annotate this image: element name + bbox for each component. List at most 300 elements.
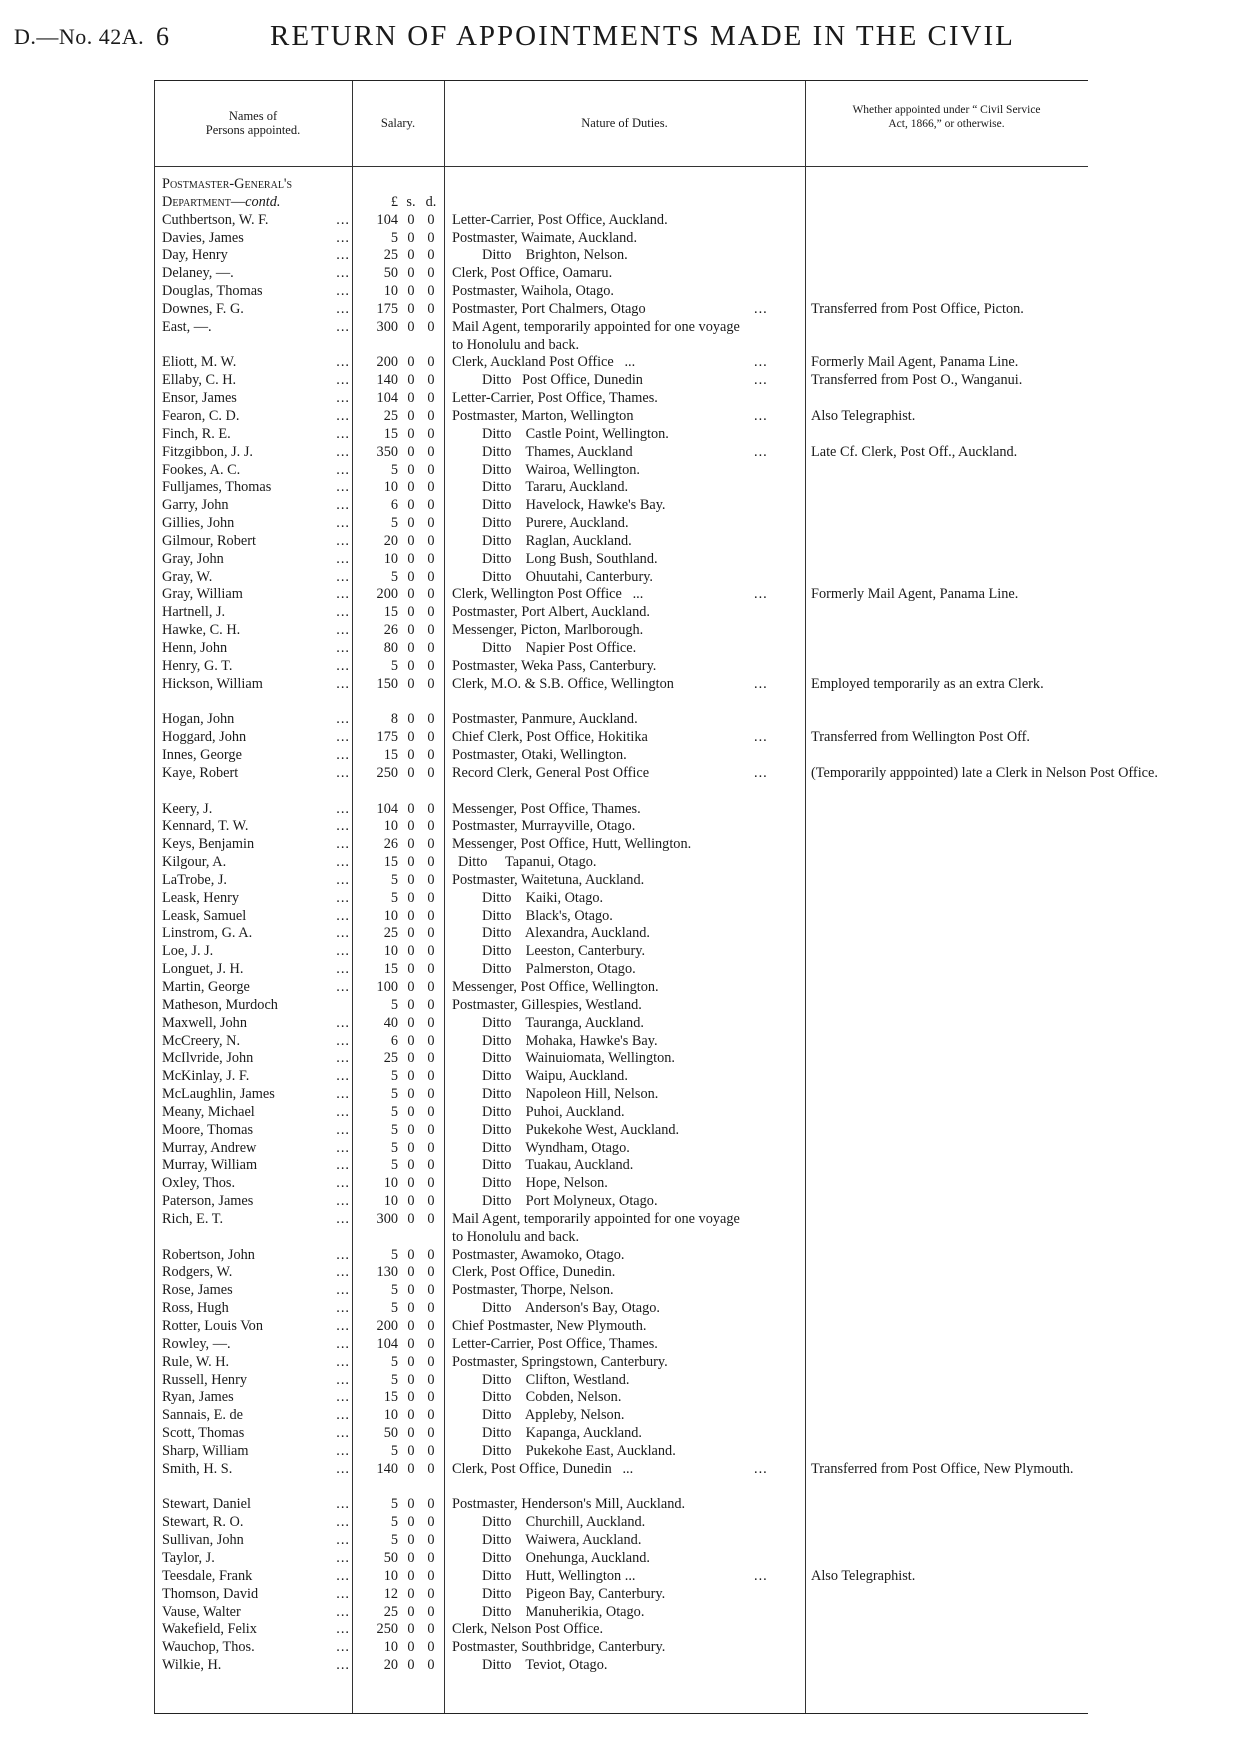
leader-dots: ...: [336, 265, 350, 282]
salary-pence: 0: [427, 247, 435, 264]
duties-leader-dots: ...: [754, 354, 768, 371]
salary-shillings: 0: [407, 443, 415, 460]
duties-leader-dots: ...: [754, 586, 768, 603]
salary-shillings: 0: [407, 1549, 415, 1566]
shillings-symbol: s.: [406, 193, 416, 210]
leader-dots: ...: [336, 1068, 350, 1085]
duties-text: Ditto Waiwera, Auckland.: [482, 1532, 642, 1549]
salary-shillings: 0: [407, 390, 415, 407]
person-name: Hickson, William: [162, 675, 263, 692]
salary-pence: 0: [427, 425, 435, 442]
person-name: Rowley, —.: [162, 1335, 231, 1352]
leader-dots: ...: [336, 1014, 350, 1031]
duties-text: Clerk, Post Office, Dunedin.: [452, 1264, 616, 1281]
salary-shillings: 0: [407, 978, 415, 995]
salary-pence: 0: [427, 1460, 435, 1477]
leader-dots: ...: [336, 283, 350, 300]
duties-text: Ditto Tararu, Auckland.: [482, 479, 629, 496]
salary-pence: 0: [427, 497, 435, 514]
salary-shillings: 0: [407, 407, 415, 424]
table-row: [154, 408, 1088, 426]
duties-text: Ditto Churchill, Auckland.: [482, 1514, 646, 1531]
table-row: [154, 1157, 1088, 1175]
person-name: Downes, F. G.: [162, 300, 244, 317]
salary-pounds: 140: [376, 372, 398, 389]
leader-dots: ...: [336, 818, 350, 835]
salary-shillings: 0: [407, 300, 415, 317]
duties-text: Clerk, M.O. & S.B. Office, Wellington: [452, 675, 674, 692]
duties-text: Ditto Alexandra, Auckland.: [482, 925, 650, 942]
person-name: Stewart, Daniel: [162, 1496, 251, 1513]
salary-shillings: 0: [407, 889, 415, 906]
salary-pence: 0: [427, 461, 435, 478]
salary-pounds: 150: [376, 675, 398, 692]
leader-dots: ...: [336, 1425, 350, 1442]
salary-shillings: 0: [407, 1496, 415, 1513]
table-row: [154, 1639, 1088, 1657]
salary-shillings: 0: [407, 1603, 415, 1620]
table-row: [154, 1300, 1088, 1318]
table-row: [154, 1372, 1088, 1390]
duties-text: Clerk, Post Office, Dunedin ...: [452, 1460, 634, 1477]
salary-pounds: 6: [390, 497, 398, 514]
duties-text: Mail Agent, temporarily appointed for one voyage to Honolulu and back.: [452, 318, 744, 353]
salary-pounds: 5: [390, 1353, 398, 1370]
salary-pounds: 5: [390, 1300, 398, 1317]
leader-dots: ...: [336, 1246, 350, 1263]
salary-shillings: 0: [407, 961, 415, 978]
salary-pence: 0: [427, 1585, 435, 1602]
pence-symbol: d.: [425, 193, 437, 210]
person-name: Maxwell, John: [162, 1014, 247, 1031]
leader-dots: ...: [336, 800, 350, 817]
salary-pounds: 5: [390, 1068, 398, 1085]
duties-text: Clerk, Nelson Post Office.: [452, 1621, 604, 1638]
salary-shillings: 0: [407, 550, 415, 567]
duties-text: Postmaster, Gillespies, Westland.: [452, 996, 642, 1013]
leader-dots: ...: [336, 1532, 350, 1549]
person-name: Innes, George: [162, 747, 242, 763]
table-row: [154, 354, 1088, 372]
person-name: Meany, Michael: [162, 1103, 255, 1120]
salary-pence: 0: [427, 1193, 435, 1210]
table-row: [154, 1461, 1088, 1497]
salary-pence: 0: [427, 1657, 435, 1674]
salary-pounds: 15: [383, 747, 398, 763]
salary-pounds: 200: [376, 1318, 398, 1334]
person-name: Rotter, Louis Von: [162, 1318, 263, 1334]
table-row: [154, 551, 1088, 569]
salary-pounds: 26: [383, 836, 398, 853]
remarks-text: Also Telegraphist.: [811, 1567, 916, 1584]
duties-text: Ditto Kaiki, Otago.: [482, 889, 604, 906]
person-name: Ellaby, C. H.: [162, 372, 237, 389]
remarks-text: Employed temporarily as an extra Clerk.: [811, 675, 1044, 692]
salary-pounds: 15: [383, 604, 398, 621]
salary-shillings: 0: [407, 925, 415, 942]
leader-dots: ...: [336, 211, 350, 228]
table-row: [154, 515, 1088, 533]
table-row: [154, 301, 1088, 319]
salary-pence: 0: [427, 211, 435, 228]
person-name: Fookes, A. C.: [162, 461, 241, 478]
table-row: [154, 658, 1088, 676]
person-name: Delaney, —.: [162, 265, 234, 282]
person-name: Murray, William: [162, 1157, 258, 1174]
table-row: [154, 622, 1088, 640]
salary-pence: 0: [427, 265, 435, 282]
salary-pounds: 5: [390, 568, 398, 585]
duties-text: Ditto Appleby, Nelson.: [482, 1407, 625, 1424]
person-name: Eliott, M. W.: [162, 354, 237, 371]
person-name: Ensor, James: [162, 390, 237, 407]
leader-dots: ...: [336, 1621, 350, 1638]
salary-shillings: 0: [407, 479, 415, 496]
leader-dots: ...: [336, 1496, 350, 1513]
person-name: Teesdale, Frank: [162, 1567, 253, 1584]
table-row: [154, 230, 1088, 248]
duties-text: Ditto Post Office, Dunedin: [482, 372, 643, 389]
person-name: Kaye, Robert: [162, 764, 239, 781]
table-row: [154, 1104, 1088, 1122]
person-name: Matheson, Murdoch: [162, 996, 278, 1013]
salary-pence: 0: [427, 354, 435, 371]
salary-pounds: 26: [383, 622, 398, 639]
salary-shillings: 0: [407, 1639, 415, 1656]
salary-pounds: 15: [383, 854, 398, 871]
table-row: [154, 1657, 1088, 1675]
duties-text: Ditto Wairoa, Wellington.: [482, 461, 640, 478]
leader-dots: ...: [336, 854, 350, 871]
table-row: [154, 1282, 1088, 1300]
duties-text: Postmaster, Otaki, Wellington.: [452, 747, 627, 763]
duties-text: Ditto Mohaka, Hawke's Bay.: [482, 1032, 658, 1049]
salary-pence: 0: [427, 747, 435, 763]
leader-dots: ...: [336, 1318, 350, 1334]
duties-text: Ditto Black's, Otago.: [482, 907, 613, 924]
person-name: Gray, William: [162, 586, 243, 603]
leader-dots: ...: [336, 978, 350, 995]
duties-leader-dots: ...: [754, 443, 768, 460]
salary-pence: 0: [427, 1068, 435, 1085]
salary-pence: 0: [427, 1549, 435, 1566]
salary-pounds: 10: [383, 907, 398, 924]
salary-pounds: 130: [376, 1264, 398, 1281]
salary-shillings: 0: [407, 1050, 415, 1067]
salary-pence: 0: [427, 1175, 435, 1192]
salary-shillings: 0: [407, 247, 415, 264]
leader-dots: ...: [336, 229, 350, 246]
person-name: LaTrobe, J.: [162, 871, 227, 888]
salary-pounds: 25: [383, 1050, 398, 1067]
salary-shillings: 0: [407, 1103, 415, 1120]
salary-pence: 0: [427, 1621, 435, 1638]
person-name: Rodgers, W.: [162, 1264, 233, 1281]
section-heading-continued: [154, 194, 1088, 212]
salary-pounds: 5: [390, 1496, 398, 1513]
salary-shillings: 0: [407, 764, 415, 781]
leader-dots: ...: [336, 1157, 350, 1174]
table-row: [154, 1568, 1088, 1586]
table-row: [154, 1264, 1088, 1282]
person-name: Wauchop, Thos.: [162, 1639, 255, 1656]
leader-dots: ...: [336, 1300, 350, 1317]
salary-pence: 0: [427, 1353, 435, 1370]
salary-pounds: 80: [383, 639, 398, 656]
salary-pence: 0: [427, 836, 435, 853]
duties-leader-dots: ...: [754, 764, 768, 781]
salary-shillings: 0: [407, 1460, 415, 1477]
salary-pence: 0: [427, 1121, 435, 1138]
person-name: Stewart, R. O.: [162, 1514, 244, 1531]
salary-pounds: 20: [383, 532, 398, 549]
salary-pounds: 5: [390, 1086, 398, 1103]
leader-dots: ...: [336, 1514, 350, 1531]
salary-pounds: 104: [376, 800, 398, 817]
duties-leader-dots: ...: [754, 407, 768, 424]
duties-text: Ditto Ohuutahi, Canterbury.: [482, 568, 654, 585]
leader-dots: ...: [336, 390, 350, 407]
leader-dots: ...: [336, 1442, 350, 1459]
table-row: [154, 1211, 1088, 1247]
leader-dots: ...: [336, 729, 350, 746]
salary-pounds: 5: [390, 1121, 398, 1138]
duties-text: Ditto Napoleon Hill, Nelson.: [482, 1086, 659, 1103]
duties-text: Postmaster, Waitetuna, Auckland.: [452, 871, 645, 888]
document-reference: D.—No. 42A.: [14, 24, 145, 49]
person-name: Martin, George: [162, 978, 250, 995]
salary-pounds: 100: [376, 978, 398, 995]
salary-shillings: 0: [407, 1086, 415, 1103]
salary-shillings: 0: [407, 461, 415, 478]
section-subtitle: Department—contd.: [162, 193, 281, 210]
table-row: [154, 1443, 1088, 1461]
person-name: Wakefield, Felix: [162, 1621, 257, 1638]
salary-pounds: 10: [383, 479, 398, 496]
person-name: Fulljames, Thomas: [162, 479, 272, 496]
duties-text: Postmaster, Panmure, Auckland.: [452, 711, 638, 728]
duties-text: Ditto Brighton, Nelson.: [482, 247, 628, 264]
salary-pounds: 25: [383, 247, 398, 264]
leader-dots: ...: [336, 1549, 350, 1566]
table-row: [154, 747, 1088, 765]
salary-shillings: 0: [407, 871, 415, 888]
leader-dots: ...: [336, 1389, 350, 1406]
table-row: [154, 462, 1088, 480]
salary-pence: 0: [427, 675, 435, 692]
table-row: [154, 1389, 1088, 1407]
salary-shillings: 0: [407, 1371, 415, 1388]
salary-shillings: 0: [407, 747, 415, 763]
duties-text: Postmaster, Weka Pass, Canterbury.: [452, 657, 657, 674]
salary-pence: 0: [427, 479, 435, 496]
remarks-text: Late Cf. Clerk, Post Off., Auckland.: [811, 443, 1018, 460]
salary-pence: 0: [427, 604, 435, 621]
salary-shillings: 0: [407, 639, 415, 656]
salary-shillings: 0: [407, 425, 415, 442]
salary-shillings: 0: [407, 211, 415, 228]
person-name: Ross, Hugh: [162, 1300, 229, 1317]
salary-pounds: 5: [390, 1514, 398, 1531]
duties-text: Record Clerk, General Post Office: [452, 764, 650, 781]
salary-pence: 0: [427, 889, 435, 906]
salary-pounds: 200: [376, 354, 398, 371]
duties-text: Clerk, Post Office, Oamaru.: [452, 265, 613, 282]
salary-pence: 0: [427, 1157, 435, 1174]
salary-shillings: 0: [407, 1335, 415, 1352]
appointments-table: [154, 80, 1158, 1714]
person-name: Henn, John: [162, 639, 228, 656]
duties-text: Ditto Palmerston, Otago.: [482, 961, 636, 978]
salary-pounds: 200: [376, 586, 398, 603]
person-name: Longuet, J. H.: [162, 961, 244, 978]
salary-shillings: 0: [407, 1282, 415, 1299]
salary-pounds: 5: [390, 1371, 398, 1388]
salary-shillings: 0: [407, 1121, 415, 1138]
salary-pounds: 12: [383, 1585, 398, 1602]
leader-dots: ...: [336, 711, 350, 728]
salary-pounds: 5: [390, 1157, 398, 1174]
duties-text: Postmaster, Thorpe, Nelson.: [452, 1282, 614, 1299]
leader-dots: ...: [336, 1407, 350, 1424]
salary-pounds: 25: [383, 1603, 398, 1620]
leader-dots: ...: [336, 532, 350, 549]
person-name: Kennard, T. W.: [162, 818, 249, 835]
table-row: [154, 890, 1088, 908]
duties-text: Postmaster, Murrayville, Otago.: [452, 818, 636, 835]
salary-shillings: 0: [407, 1068, 415, 1085]
salary-pence: 0: [427, 1567, 435, 1584]
salary-pounds: 104: [376, 390, 398, 407]
table-row: [154, 1425, 1088, 1443]
duties-text: Postmaster, Port Chalmers, Otago: [452, 300, 646, 317]
salary-pence: 0: [427, 657, 435, 674]
leader-dots: ...: [336, 1032, 350, 1049]
salary-shillings: 0: [407, 1514, 415, 1531]
salary-pence: 0: [427, 871, 435, 888]
leader-dots: ...: [336, 1585, 350, 1602]
table-row: [154, 711, 1088, 729]
salary-shillings: 0: [407, 996, 415, 1013]
salary-shillings: 0: [407, 229, 415, 246]
salary-shillings: 0: [407, 1657, 415, 1674]
person-name: Gray, W.: [162, 568, 213, 585]
salary-pounds: 5: [390, 1442, 398, 1459]
salary-pence: 0: [427, 1210, 435, 1227]
salary-pounds: 300: [376, 1210, 398, 1227]
leader-dots: ...: [336, 657, 350, 674]
table-row: [154, 1086, 1088, 1104]
table-body: [154, 176, 1158, 1675]
duties-text: Ditto Hutt, Wellington ...: [482, 1567, 636, 1584]
duties-text: Ditto Pukekohe East, Auckland.: [482, 1442, 676, 1459]
duties-text: Ditto Port Molyneux, Otago.: [482, 1193, 658, 1210]
person-name: McLaughlin, James: [162, 1086, 275, 1103]
remarks-text: Transferred from Post Office, New Plymouth.: [811, 1460, 1074, 1477]
duties-text: Postmaster, Awamoko, Otago.: [452, 1246, 625, 1263]
leader-dots: ...: [336, 961, 350, 978]
person-name: Loe, J. J.: [162, 943, 214, 960]
section-heading: [154, 176, 1088, 194]
salary-shillings: 0: [407, 1157, 415, 1174]
leader-dots: ...: [336, 1567, 350, 1584]
salary-shillings: 0: [407, 1175, 415, 1192]
duties-text: Letter-Carrier, Post Office, Auckland.: [452, 211, 668, 228]
person-name: Sannais, E. de: [162, 1407, 243, 1424]
salary-pence: 0: [427, 1514, 435, 1531]
table-row: [154, 390, 1088, 408]
salary-pounds: 50: [383, 265, 398, 282]
leader-dots: ...: [336, 1175, 350, 1192]
remarks-text: Transferred from Post O., Wanganui.: [811, 372, 1023, 389]
duties-text: Ditto Purere, Auckland.: [482, 515, 629, 532]
salary-pounds: 6: [390, 1032, 398, 1049]
duties-text: Ditto Tauranga, Auckland.: [482, 1014, 644, 1031]
duties-leader-dots: ...: [754, 1567, 768, 1584]
remarks-text: Formerly Mail Agent, Panama Line.: [811, 354, 1019, 371]
table-row: [154, 265, 1088, 283]
salary-shillings: 0: [407, 1264, 415, 1281]
table-row: [154, 372, 1088, 390]
person-name: Keys, Benjamin: [162, 836, 255, 853]
column-header-salary: Salary.: [380, 116, 416, 130]
leader-dots: ...: [336, 925, 350, 942]
salary-shillings: 0: [407, 1300, 415, 1317]
salary-pence: 0: [427, 907, 435, 924]
table-row: [154, 212, 1088, 230]
table-row: [154, 676, 1088, 712]
duties-text: Ditto Teviot, Otago.: [482, 1657, 608, 1674]
table-row: [154, 997, 1088, 1015]
remarks-text: Transferred from Post Office, Picton.: [811, 300, 1024, 317]
salary-pounds: 5: [390, 461, 398, 478]
salary-pence: 0: [427, 1282, 435, 1299]
leader-dots: ...: [336, 1460, 350, 1477]
salary-pounds: 15: [383, 1389, 398, 1406]
salary-shillings: 0: [407, 1425, 415, 1442]
duties-text: Ditto Tuakau, Auckland.: [482, 1157, 634, 1174]
table-row: [154, 1140, 1088, 1158]
person-name: Hogan, John: [162, 711, 235, 728]
person-name: Cuthbertson, W. F.: [162, 211, 269, 228]
salary-shillings: 0: [407, 586, 415, 603]
salary-pence: 0: [427, 1032, 435, 1049]
leader-dots: ...: [336, 871, 350, 888]
person-name: Scott, Thomas: [162, 1425, 245, 1442]
salary-pence: 0: [427, 1300, 435, 1317]
salary-pence: 0: [427, 639, 435, 656]
page-header: [0, 18, 1114, 58]
salary-pence: 0: [427, 1442, 435, 1459]
table-row: [154, 836, 1088, 854]
salary-pence: 0: [427, 943, 435, 960]
leader-dots: ...: [336, 497, 350, 514]
duties-text: Messenger, Picton, Marlborough.: [452, 622, 644, 639]
salary-shillings: 0: [407, 1389, 415, 1406]
leader-dots: ...: [336, 889, 350, 906]
leader-dots: ...: [336, 568, 350, 585]
person-name: Rich, E. T.: [162, 1210, 224, 1227]
leader-dots: ...: [336, 1353, 350, 1370]
person-name: Finch, R. E.: [162, 425, 231, 442]
salary-shillings: 0: [407, 1585, 415, 1602]
person-name: Wilkie, H.: [162, 1657, 222, 1674]
salary-pounds: 350: [376, 443, 398, 460]
leader-dots: ...: [336, 479, 350, 496]
salary-pounds: 300: [376, 318, 398, 335]
duties-text: Ditto Castle Point, Wellington.: [482, 425, 669, 442]
table-row: [154, 908, 1088, 926]
